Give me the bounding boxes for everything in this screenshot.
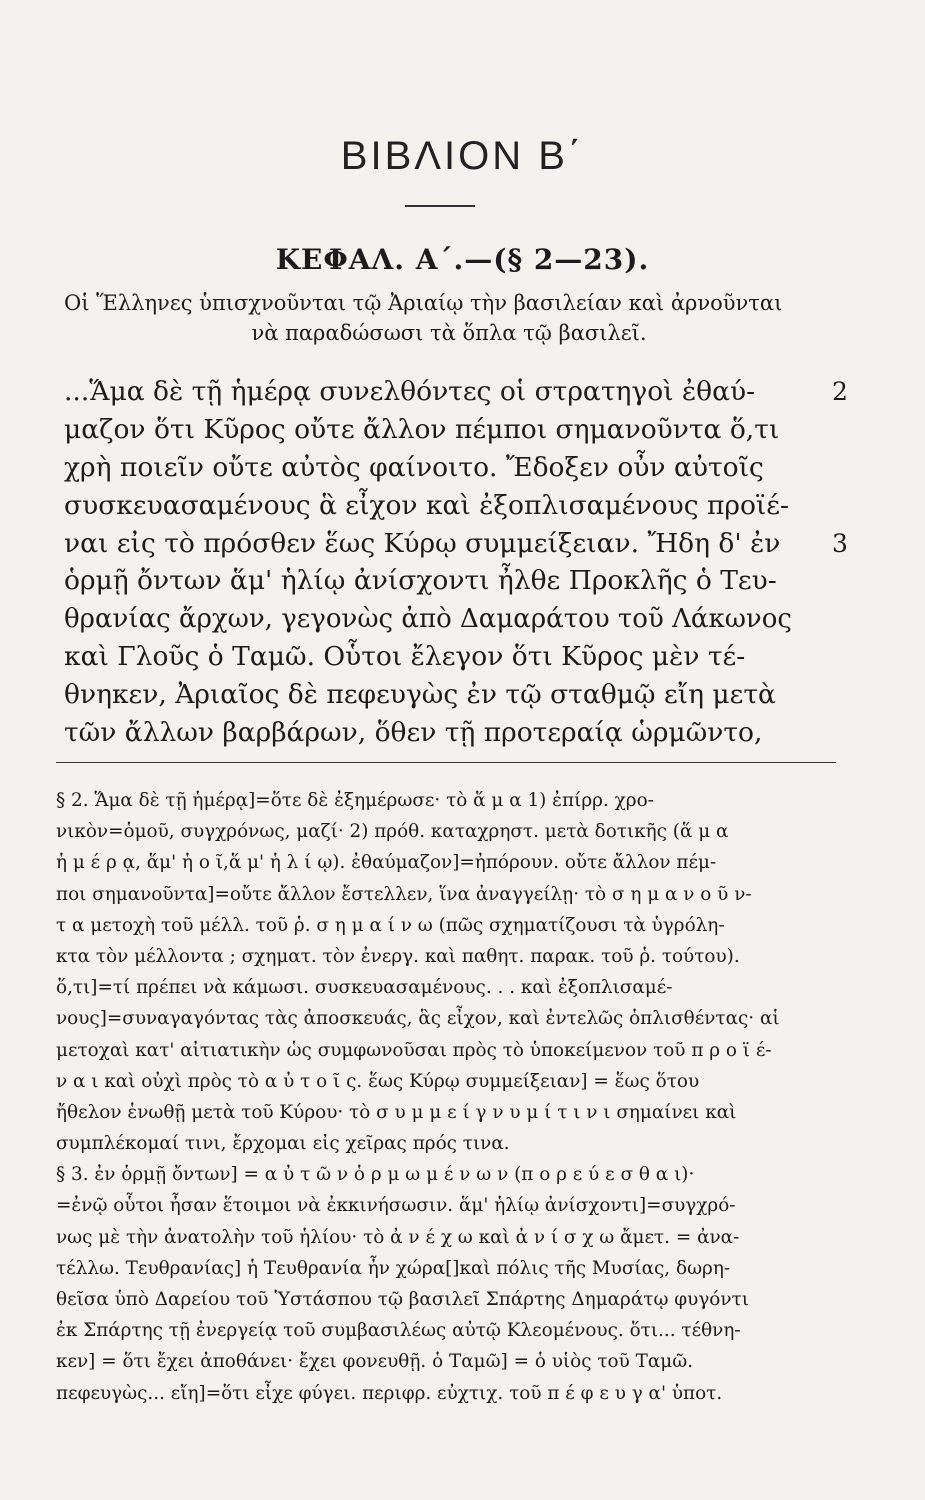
note-line: τ α μετοχὴ τοῦ μέλλ. τοῦ ῥ. σ η μ α ί ν ω (πῶς σχηματίζουσι τὰ ὑγρόλη- [56, 914, 725, 936]
note-line: τέλλω. Τευθρανίας] ἡ Τευθρανία ἦν χώρα[]καὶ πόλις τῆς Μυσίας, δωρη- [56, 1257, 731, 1279]
text-line-content: μαζον ὅτι Κῦρος οὔτε ἄλλον πέμποι σημανοῦντα ὅ,τι [64, 413, 780, 445]
text-line [64, 600, 804, 638]
note-line: νως μὲ τὴν ἀνατολὴν τοῦ ἡλίου· τὸ ἀ ν έ χ ω καὶ ἀ ν ί σ χ ω ἄμετ. = ἀνα- [56, 1226, 740, 1248]
note-line: ποι σημανοῦντα]=οὔτε ἄλλον ἔστελλεν, ἵνα ἀναγγείλῃ· τὸ σ η μ α ν ο ῦ ν- [56, 883, 752, 905]
text-line [64, 714, 804, 752]
note-line: νους]=συναγαγόντας τὰς ἀποσκευάς, ἃς εἶχον, καὶ ἐντελῶς ὁπλισθέντας· αἱ [56, 1008, 780, 1030]
note-line: § 3. ἐν ὁρμῇ ὄντων] = α ὐ τ ῶ ν ὁ ρ μ ω μ έ ν ω ν (π ο ρ ε ύ ε σ θ α ι)· [56, 1164, 695, 1186]
text-line-content: ναι εἰς τὸ πρόσθεν ἕως Κύρῳ συμμείξειαν. Ἤδη δ' ἐν [64, 527, 781, 559]
note-line: ἤθελον ἑνωθῇ μετὰ τοῦ Κύρου· τὸ σ υ μ μ ε ί γ ν υ μ ί τ ι ν ι σημαίνει καὶ [56, 1101, 737, 1123]
note-line: θεῖσα ὑπὸ Δαρείου τοῦ Ὑστάσπου τῷ βασιλεῖ Σπάρτης Δημαράτῳ φυγόντι [56, 1289, 749, 1310]
text-line [64, 562, 804, 600]
section-number: 3 [832, 528, 848, 558]
note-line: ν α ι καὶ οὐχὶ πρὸς τὸ α ὐ τ ο ῖ ς. ἕως Κύρῳ συμμείξειαν] = ἕως ὅτου [56, 1070, 700, 1092]
text-line-content: καὶ Γλοῦς ὁ Ταμῶ. Οὗτοι ἔλεγον ὅτι Κῦρος μὲν τέ- [64, 641, 746, 673]
commentary-notes [56, 785, 831, 1409]
note-line: μετοχαὶ κατ' αἰτιατικὴν ὡς συμφωνοῦσαι πρὸς τὸ ὑποκείμενον τοῦ π ρ ο ϊ έ- [56, 1039, 772, 1061]
chapter-heading: ΚΕΦΑΛ. Α΄.—(§ 2—23). [275, 243, 650, 276]
text-line [64, 449, 804, 487]
note-line: ὅ,τι]=τί πρέπει νὰ κάμωσι. συσκευασαμένους. . . καὶ ἐξοπλισαμέ- [56, 977, 673, 999]
note-line: =ἐνῷ οὗτοι ἦσαν ἕτοιμοι νὰ ἐκκινήσωσιν. ἅμ' ἡλίῳ ἀνίσχοντι]=συγχρό- [56, 1195, 736, 1217]
note-line: ἐκ Σπάρτης τῇ ἐνεργείᾳ τοῦ συμβασιλέως αὐτῷ Κλεομένους. ὅτι... τέθνη- [56, 1320, 741, 1342]
text-line-content: ...Ἅμα δὲ τῇ ἡμέρᾳ συνελθόντες οἱ στρατηγοὶ ἐθαύ- [64, 376, 756, 407]
footnote-divider [56, 762, 836, 763]
text-line [64, 676, 804, 714]
note-line: § 2. Ἅμα δὲ τῇ ἡμέρᾳ]=ὅτε δὲ ἐξημέρωσε· τὸ ἅ μ α 1) ἐπίρρ. χρο- [56, 790, 654, 811]
text-line [64, 373, 848, 411]
text-line-content: ὁρμῇ ὄντων ἅμ' ἡλίῳ ἀνίσχοντι ἦλθε Προκλῆς ὁ Τευ- [64, 565, 777, 597]
summary-line: Οἱ Ἕλληνες ὑπισχνοῦνται τῷ Ἀριαίῳ τὴν βασιλείαν καὶ ἀρνοῦνται [64, 291, 783, 315]
text-line [64, 487, 804, 525]
note-line: πεφευγὼς... εἴη]=ὅτι εἶχε φύγει. περιφρ. εὐχτιχ. τοῦ π έ φ ε υ γ α' ὑποτ. [56, 1382, 723, 1404]
text-line [64, 525, 848, 563]
text-line-content: χρὴ ποιεῖν οὔτε αὐτὸς φαίνοιτο. Ἔδοξεν οὖν αὐτοῖς [64, 451, 764, 483]
section-number: 2 [832, 377, 848, 406]
summary-line: νὰ παραδώσωσι τὰ ὅπλα τῷ βασιλεῖ. [251, 321, 647, 345]
main-text [64, 373, 848, 752]
title-divider [405, 205, 475, 207]
text-line [64, 411, 804, 449]
text-line-content: θρανίας ἄρχων, γεγονὼς ἀπὸ Δαμαράτου τοῦ Λάκωνος [64, 603, 792, 635]
text-line-content: τῶν ἄλλων βαρβάρων, ὅθεν τῇ προτεραίᾳ ὡρμῶντο, [64, 717, 763, 749]
book-title: ΒΙΒΛΙΟΝ Β΄ [340, 134, 585, 178]
chapter-summary [64, 288, 834, 348]
text-line-content: θνηκεν, Ἀριαῖος δὲ πεφευγὼς ἐν τῷ σταθμῷ εἴη μετὰ [64, 679, 776, 711]
note-line: συμπλέκομαί τινι, ἔρχομαι εἰς χεῖρας πρός τινα. [56, 1133, 510, 1155]
note-line: ἡ μ έ ρ ᾳ, ἅμ' ἡ ο ῖ,ἅ μ' ἡ λ ί ῳ). ἐθαύμαζον]=ἠπόρουν. οὔτε ἄλλον πέμ- [56, 852, 717, 874]
note-line: νικὸν=ὁμοῦ, συγχρόνως, μαζί· 2) πρόθ. καταχρηστ. μετὰ δοτικῆς (ἅ μ α [56, 821, 729, 843]
note-line: κτα τὸν μέλλοντα ; σχηματ. τὸν ἐνεργ. καὶ παθητ. παρακ. τοῦ ῥ. τούτου). [56, 945, 740, 967]
note-line: κεν] = ὅτι ἔχει ἀποθάνει· ἔχει φονευθῇ. ὁ Ταμῶ] = ὁ υἱὸς τοῦ Ταμῶ. [56, 1351, 694, 1373]
text-line-content: συσκευασαμένους ἃ εἶχον καὶ ἐξοπλισαμένους προϊέ- [64, 489, 789, 521]
text-line [64, 638, 804, 676]
